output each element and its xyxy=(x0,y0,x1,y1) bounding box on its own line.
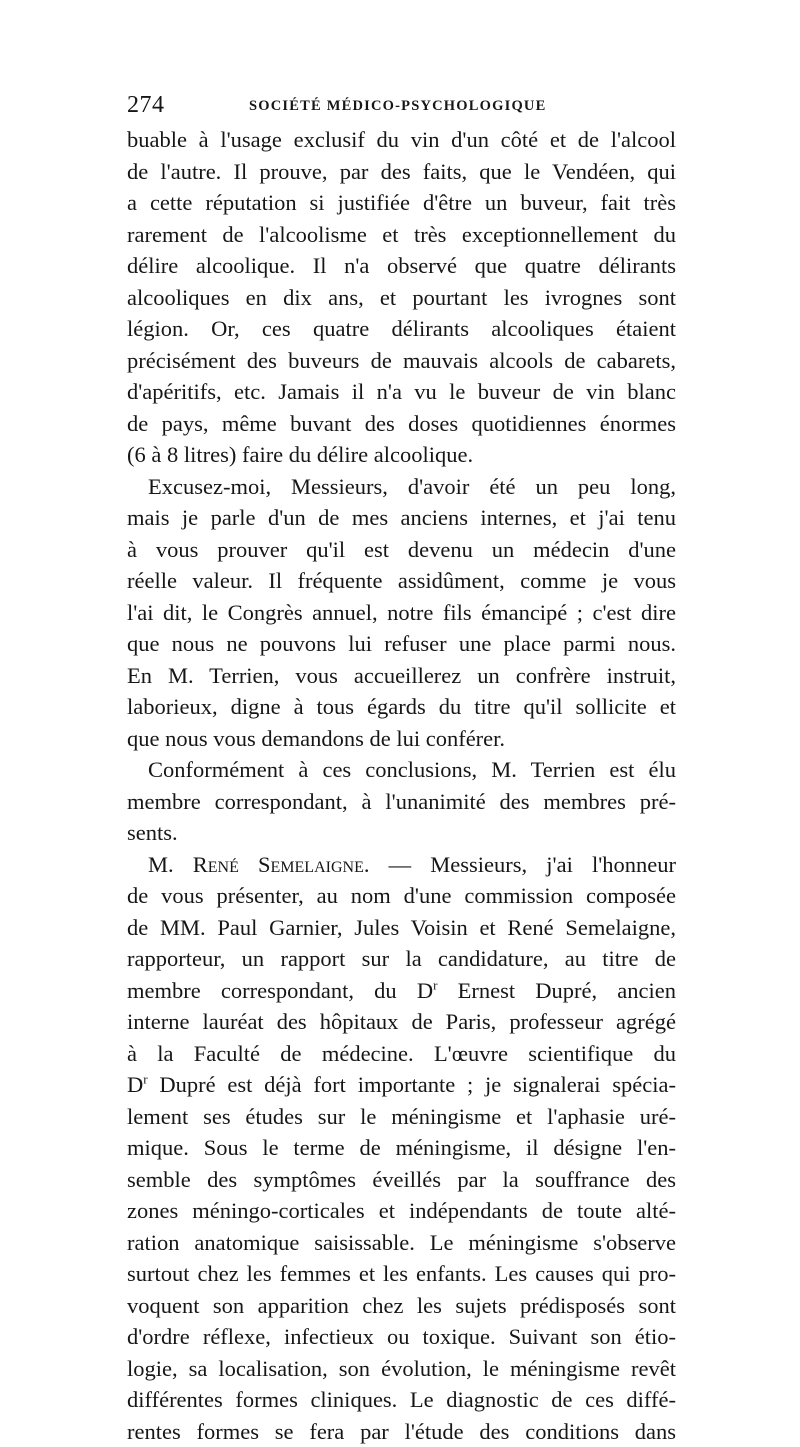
text-line: laborieux, digne à tous égards du titre qu'il sollicite et xyxy=(127,691,676,723)
text-line: membre correspondant, à l'unanimité des membres pré- xyxy=(127,786,676,818)
text-line: buable à l'usage exclusif du vin d'un côté et de l'alcool xyxy=(127,124,676,156)
text-line: que nous ne pouvons lui refuser une place parmi nous. xyxy=(127,628,676,660)
text-line: alcooliques en dix ans, et pourtant les ivrognes sont xyxy=(127,282,676,314)
text-line: (6 à 8 litres) faire du délire alcoolique. xyxy=(127,439,676,471)
text-line xyxy=(127,1069,676,1101)
text-line: de l'autre. Il prouve, par des faits, que le Vendéen, qui xyxy=(127,156,676,188)
superscript: r xyxy=(143,1072,147,1087)
text-line: d'apéritifs, etc. Jamais il n'a vu le buveur de vin blanc xyxy=(127,376,676,408)
paragraph-start xyxy=(127,849,676,881)
text-line: rarement de l'alcoolisme et très exceptionnellement du xyxy=(127,219,676,251)
running-title: SOCIÉTÉ MÉDICO-PSYCHOLOGIQUE xyxy=(249,91,546,121)
paragraph-start: Conformément à ces conclusions, M. Terrien est élu xyxy=(127,754,676,786)
text-line: légion. Or, ces quatre délirants alcooliques étaient xyxy=(127,313,676,345)
text-line: interne lauréat des hôpitaux de Paris, professeur agrégé xyxy=(127,1006,676,1038)
text-line: à vous prouver qu'il est devenu un médecin d'une xyxy=(127,534,676,566)
text-line: sents. xyxy=(127,817,676,849)
text-line: de pays, même buvant des doses quotidiennes énormes xyxy=(127,408,676,440)
text-line: que nous vous demandons de lui conférer. xyxy=(127,723,676,755)
text-line: lement ses études sur le méningisme et l'aphasie uré- xyxy=(127,1101,676,1133)
text-line: à la Faculté de médecine. L'œuvre scientifique du xyxy=(127,1038,676,1070)
text-fragment: Dupré est déjà fort importante ; je signalerai spécia- xyxy=(148,1072,676,1097)
text-line: de MM. Paul Garnier, Jules Voisin et René Semelaigne, xyxy=(127,912,676,944)
text-line: rentes formes se fera par l'étude des conditions dans xyxy=(127,1416,676,1447)
speaker-name: M. René Semelaigne. xyxy=(148,852,369,877)
text-line: En M. Terrien, vous accueillerez un confrère instruit, xyxy=(127,660,676,692)
text-line: surtout chez les femmes et les enfants. Les causes qui pro- xyxy=(127,1258,676,1290)
text-line: différentes formes cliniques. Le diagnostic de ces diffé- xyxy=(127,1384,676,1416)
text-line: précisément des buveurs de mauvais alcools de cabarets, xyxy=(127,345,676,377)
text-line: semble des symptômes éveillés par la souffrance des xyxy=(127,1164,676,1196)
text-line: mique. Sous le terme de méningisme, il désigne l'en- xyxy=(127,1132,676,1164)
paragraph-start: Excusez-moi, Messieurs, d'avoir été un peu long, xyxy=(127,471,676,503)
text-line: voquent son apparition chez les sujets prédisposés sont xyxy=(127,1290,676,1322)
text-line xyxy=(127,975,676,1007)
text-fragment: — Messieurs, j'ai l'honneur xyxy=(389,852,676,877)
text-line: zones méningo-corticales et indépendants de toute alté- xyxy=(127,1195,676,1227)
superscript: r xyxy=(433,977,437,992)
text-line: l'ai dit, le Congrès annuel, notre fils émancipé ; c'est dire xyxy=(127,597,676,629)
text-line: délire alcoolique. Il n'a observé que quatre délirants xyxy=(127,250,676,282)
text-fragment: membre correspondant, du D xyxy=(127,978,433,1003)
running-head xyxy=(127,90,677,120)
body-text xyxy=(127,124,676,1447)
text-line: d'ordre réflexe, infectieux ou toxique. Suivant son étio- xyxy=(127,1321,676,1353)
text-line: mais je parle d'un de mes anciens internes, et j'ai tenu xyxy=(127,502,676,534)
text-line: de vous présenter, au nom d'une commission composée xyxy=(127,880,676,912)
text-line: ration anatomique saisissable. Le méningisme s'observe xyxy=(127,1227,676,1259)
text-fragment: D xyxy=(127,1072,143,1097)
text-line: rapporteur, un rapport sur la candidature, au titre de xyxy=(127,943,676,975)
text-fragment: Ernest Dupré, ancien xyxy=(437,978,676,1003)
text-line: logie, sa localisation, son évolution, le méningisme revêt xyxy=(127,1353,676,1385)
page-number: 274 xyxy=(127,90,165,120)
text-line: réelle valeur. Il fréquente assidûment, comme je vous xyxy=(127,565,676,597)
text-line: a cette réputation si justifiée d'être un buveur, fait très xyxy=(127,187,676,219)
